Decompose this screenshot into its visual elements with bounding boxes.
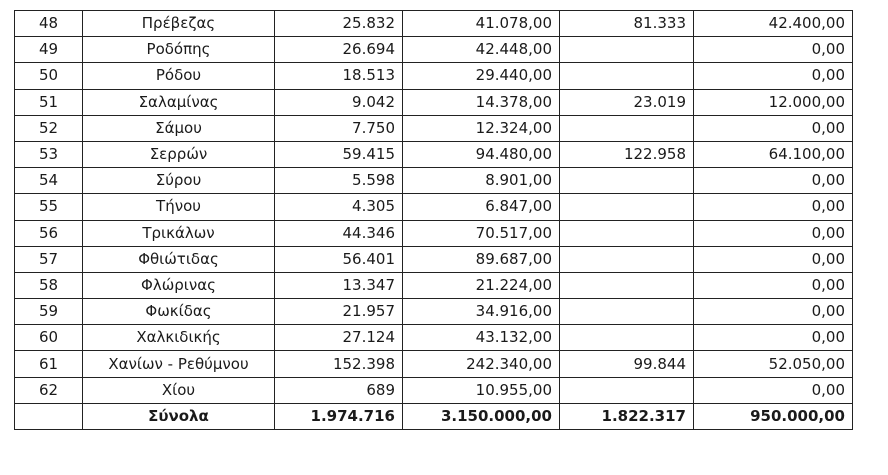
value-3-cell bbox=[560, 325, 694, 351]
value-3-cell bbox=[560, 63, 694, 89]
value-3-cell: 81.333 bbox=[560, 11, 694, 37]
prefecture-name-cell: Σερρών bbox=[83, 141, 275, 167]
row-number-cell: 50 bbox=[15, 63, 83, 89]
row-number-cell: 49 bbox=[15, 37, 83, 63]
value-4-cell: 0,00 bbox=[694, 37, 853, 63]
table-row bbox=[15, 37, 853, 63]
prefecture-name-cell: Σάμου bbox=[83, 115, 275, 141]
value-2-cell: 70.517,00 bbox=[403, 220, 560, 246]
value-4-cell: 52.050,00 bbox=[694, 351, 853, 377]
table-row bbox=[15, 220, 853, 246]
total-value-2-cell: 3.150.000,00 bbox=[403, 403, 560, 429]
value-2-cell: 8.901,00 bbox=[403, 168, 560, 194]
row-number-cell: 51 bbox=[15, 89, 83, 115]
value-3-cell: 23.019 bbox=[560, 89, 694, 115]
prefecture-name-cell: Φωκίδας bbox=[83, 299, 275, 325]
total-value-1-cell: 1.974.716 bbox=[275, 403, 403, 429]
value-3-cell bbox=[560, 272, 694, 298]
table-row bbox=[15, 115, 853, 141]
value-3-cell bbox=[560, 194, 694, 220]
value-1-cell: 25.832 bbox=[275, 11, 403, 37]
prefecture-name-cell: Χίου bbox=[83, 377, 275, 403]
row-number-cell: 55 bbox=[15, 194, 83, 220]
value-4-cell: 42.400,00 bbox=[694, 11, 853, 37]
value-3-cell: 99.844 bbox=[560, 351, 694, 377]
value-1-cell: 27.124 bbox=[275, 325, 403, 351]
value-1-cell: 56.401 bbox=[275, 246, 403, 272]
value-1-cell: 44.346 bbox=[275, 220, 403, 246]
prefecture-name-cell: Ρόδου bbox=[83, 63, 275, 89]
total-value-3-cell: 1.822.317 bbox=[560, 403, 694, 429]
table-row bbox=[15, 299, 853, 325]
value-2-cell: 94.480,00 bbox=[403, 141, 560, 167]
prefecture-name-cell: Σαλαμίνας bbox=[83, 89, 275, 115]
value-2-cell: 43.132,00 bbox=[403, 325, 560, 351]
table-row bbox=[15, 351, 853, 377]
table-row bbox=[15, 246, 853, 272]
value-1-cell: 9.042 bbox=[275, 89, 403, 115]
data-table bbox=[14, 10, 853, 430]
table-row bbox=[15, 272, 853, 298]
value-2-cell: 42.448,00 bbox=[403, 37, 560, 63]
value-4-cell: 0,00 bbox=[694, 63, 853, 89]
value-2-cell: 41.078,00 bbox=[403, 11, 560, 37]
value-3-cell bbox=[560, 220, 694, 246]
value-4-cell: 0,00 bbox=[694, 325, 853, 351]
row-number-cell: 57 bbox=[15, 246, 83, 272]
row-number-cell: 58 bbox=[15, 272, 83, 298]
value-4-cell: 0,00 bbox=[694, 220, 853, 246]
value-1-cell: 689 bbox=[275, 377, 403, 403]
value-3-cell bbox=[560, 299, 694, 325]
row-number-cell: 60 bbox=[15, 325, 83, 351]
value-1-cell: 7.750 bbox=[275, 115, 403, 141]
value-1-cell: 21.957 bbox=[275, 299, 403, 325]
row-number-cell: 62 bbox=[15, 377, 83, 403]
table-row bbox=[15, 89, 853, 115]
value-4-cell: 12.000,00 bbox=[694, 89, 853, 115]
value-3-cell: 122.958 bbox=[560, 141, 694, 167]
table-body bbox=[15, 11, 853, 430]
prefecture-name-cell: Ροδόπης bbox=[83, 37, 275, 63]
row-number-cell: 53 bbox=[15, 141, 83, 167]
table-row bbox=[15, 325, 853, 351]
value-2-cell: 242.340,00 bbox=[403, 351, 560, 377]
row-number-cell: 48 bbox=[15, 11, 83, 37]
prefecture-name-cell: Χανίων - Ρεθύμνου bbox=[83, 351, 275, 377]
table-row bbox=[15, 11, 853, 37]
value-2-cell: 29.440,00 bbox=[403, 63, 560, 89]
value-1-cell: 152.398 bbox=[275, 351, 403, 377]
prefecture-name-cell: Τρικάλων bbox=[83, 220, 275, 246]
value-4-cell: 0,00 bbox=[694, 299, 853, 325]
prefecture-name-cell: Σύρου bbox=[83, 168, 275, 194]
table-row bbox=[15, 63, 853, 89]
prefecture-name-cell: Φθιώτιδας bbox=[83, 246, 275, 272]
value-4-cell: 64.100,00 bbox=[694, 141, 853, 167]
value-4-cell: 0,00 bbox=[694, 194, 853, 220]
value-3-cell bbox=[560, 377, 694, 403]
value-2-cell: 14.378,00 bbox=[403, 89, 560, 115]
value-2-cell: 34.916,00 bbox=[403, 299, 560, 325]
value-4-cell: 0,00 bbox=[694, 115, 853, 141]
value-2-cell: 21.224,00 bbox=[403, 272, 560, 298]
row-number-cell: 52 bbox=[15, 115, 83, 141]
total-row-number-cell bbox=[15, 403, 83, 429]
value-1-cell: 4.305 bbox=[275, 194, 403, 220]
table-row bbox=[15, 168, 853, 194]
value-1-cell: 59.415 bbox=[275, 141, 403, 167]
table-row bbox=[15, 141, 853, 167]
value-3-cell bbox=[560, 115, 694, 141]
row-number-cell: 54 bbox=[15, 168, 83, 194]
value-2-cell: 6.847,00 bbox=[403, 194, 560, 220]
value-4-cell: 0,00 bbox=[694, 168, 853, 194]
table-row bbox=[15, 194, 853, 220]
value-1-cell: 5.598 bbox=[275, 168, 403, 194]
value-4-cell: 0,00 bbox=[694, 377, 853, 403]
prefecture-name-cell: Φλώρινας bbox=[83, 272, 275, 298]
value-1-cell: 18.513 bbox=[275, 63, 403, 89]
prefecture-name-cell: Τήνου bbox=[83, 194, 275, 220]
row-number-cell: 56 bbox=[15, 220, 83, 246]
total-prefecture-name-cell: Σύνολα bbox=[83, 403, 275, 429]
prefecture-name-cell: Πρέβεζας bbox=[83, 11, 275, 37]
total-value-4-cell: 950.000,00 bbox=[694, 403, 853, 429]
value-4-cell: 0,00 bbox=[694, 246, 853, 272]
value-3-cell bbox=[560, 37, 694, 63]
value-2-cell: 12.324,00 bbox=[403, 115, 560, 141]
prefecture-name-cell: Χαλκιδικής bbox=[83, 325, 275, 351]
value-3-cell bbox=[560, 168, 694, 194]
totals-row bbox=[15, 403, 853, 429]
value-2-cell: 10.955,00 bbox=[403, 377, 560, 403]
value-1-cell: 26.694 bbox=[275, 37, 403, 63]
row-number-cell: 61 bbox=[15, 351, 83, 377]
table-row bbox=[15, 377, 853, 403]
value-1-cell: 13.347 bbox=[275, 272, 403, 298]
value-2-cell: 89.687,00 bbox=[403, 246, 560, 272]
value-3-cell bbox=[560, 246, 694, 272]
value-4-cell: 0,00 bbox=[694, 272, 853, 298]
row-number-cell: 59 bbox=[15, 299, 83, 325]
